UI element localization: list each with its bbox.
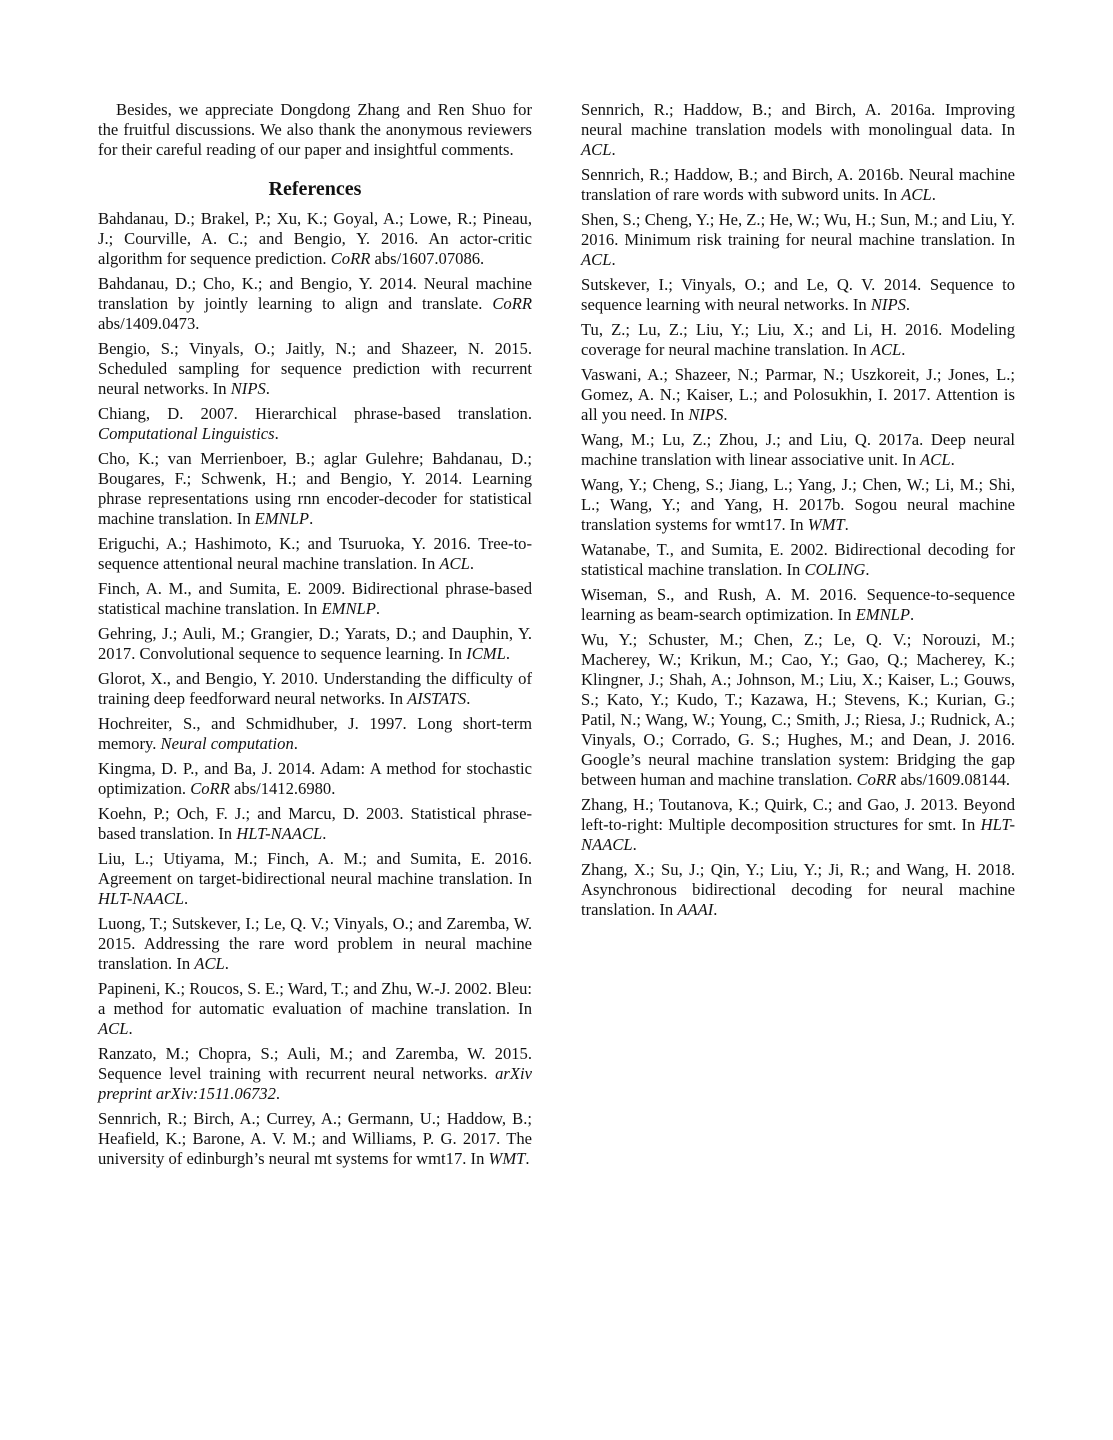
reference-entry xyxy=(98,669,532,709)
reference-venue: ICML xyxy=(466,644,506,663)
reference-entry xyxy=(98,849,532,909)
reference-text: . xyxy=(184,889,189,908)
reference-venue: ACL xyxy=(439,554,470,573)
reference-venue: CoRR xyxy=(190,779,230,798)
reference-text: abs/1409.0473. xyxy=(98,314,200,333)
reference-entry xyxy=(98,274,532,334)
reference-text: abs/1412.6980. xyxy=(229,779,336,798)
reference-venue: ACL xyxy=(901,185,932,204)
reference-text: abs/1607.07086. xyxy=(370,249,485,268)
reference-text: . xyxy=(275,1084,281,1103)
reference-text: Tu, Z.; Lu, Z.; Liu, Y.; Liu, X.; and Li, H. 2016. Modeling coverage for neural machine translation. In xyxy=(581,320,1015,359)
reference-entry xyxy=(98,1109,532,1169)
reference-entry xyxy=(98,804,532,844)
reference-text: . xyxy=(865,560,870,579)
reference-venue: NIPS xyxy=(230,379,266,398)
reference-text: Sennrich, R.; Birch, A.; Currey, A.; Germann, U.; Haddow, B.; Heafield, K.; Barone, A. V. M.; and Williams, P. G. 2017. The university of edinburgh’s neural mt systems for wmt17. In xyxy=(98,1109,532,1168)
reference-venue: HLT-NAACL xyxy=(98,889,185,908)
reference-venue: COLING xyxy=(804,560,866,579)
reference-venue: ACL xyxy=(98,1019,129,1038)
reference-venue: CoRR xyxy=(330,249,371,268)
reference-entry xyxy=(581,585,1015,625)
reference-venue: HLT-NAACL xyxy=(581,815,1015,854)
reference-text: Zhang, X.; Su, J.; Qin, Y.; Liu, Y.; Ji, R.; and Wang, H. 2018. Asynchronous bidirectional decoding for neural machine translation. In xyxy=(581,860,1015,919)
reference-text: Gehring, J.; Auli, M.; Grangier, D.; Yarats, D.; and Dauphin, Y. 2017. Convolutional sequence to sequence learning. In xyxy=(98,624,532,663)
reference-text: Wu, Y.; Schuster, M.; Chen, Z.; Le, Q. V.; Norouzi, M.; Macherey, W.; Krikun, M.; Cao, Y.; Gao, Q.; Macherey, K.; Klingner, J.; Shah, A.; Johnson, M.; Liu, X.; Kaiser, L.; Gouws, S.; Kato, Y.; Kudo, T.; Kazawa, H.; Stevens, K.; Kurian, G.; Patil, N.; Wang, W.; Young, C.; Smith, J.; Riesa, J.; Rudnick, A.; Vinyals, O.; Corrado, G. S.; Hughes, M.; and Dean, J. 2016. Google’s neural machine translation system: Bridging the gap between human and machine translation. xyxy=(581,630,1015,789)
reference-text: . xyxy=(931,185,936,204)
reference-venue: Computational Linguistics xyxy=(98,424,275,443)
reference-text: . xyxy=(723,405,728,424)
reference-text: Sennrich, R.; Haddow, B.; and Birch, A. 2016b. Neural machine translation of rare words with subword units. In xyxy=(581,165,1015,204)
reference-venue: ACL xyxy=(194,954,225,973)
reference-entry xyxy=(98,979,532,1039)
reference-entry xyxy=(581,275,1015,315)
reference-text: Liu, L.; Utiyama, M.; Finch, A. M.; and Sumita, E. 2016. Agreement on target-bidirectional neural machine translation. In xyxy=(98,849,532,888)
reference-venue: ACL xyxy=(581,250,612,269)
reference-text: Koehn, P.; Och, F. J.; and Marcu, D. 2003. Statistical phrase-based translation. In xyxy=(98,804,532,843)
reference-text: Bahdanau, D.; Brakel, P.; Xu, K.; Goyal, A.; Lowe, R.; Pineau, J.; Courville, A. C.; and Bengio, Y. 2016. An actor-critic algorithm for sequence prediction. xyxy=(98,209,532,268)
reference-text: . xyxy=(713,900,718,919)
reference-entry xyxy=(98,579,532,619)
reference-entry xyxy=(98,1044,532,1104)
reference-venue: EMNLP xyxy=(254,509,310,528)
reference-entry xyxy=(98,339,532,399)
reference-text: Kingma, D. P., and Ba, J. 2014. Adam: A method for stochastic optimization. xyxy=(98,759,532,798)
reference-text: . xyxy=(505,644,511,663)
reference-entry xyxy=(581,210,1015,270)
reference-entry xyxy=(98,624,532,664)
reference-text: Vaswani, A.; Shazeer, N.; Parmar, N.; Uszkoreit, J.; Jones, L.; Gomez, A. N.; Kaiser, L.; and Polosukhin, I. 2017. Attention is all you need. In xyxy=(581,365,1015,424)
reference-venue: NIPS xyxy=(688,405,724,424)
reference-text: Cho, K.; van Merrienboer, B.; aglar Gulehre; Bahdanau, D.; Bougares, F.; Schwenk, H.; and Bengio, Y. 2014. Learning phrase representations using rnn encoder-decoder for statistical machine translation. In xyxy=(98,449,532,528)
reference-text: . xyxy=(950,450,955,469)
reference-entry xyxy=(581,475,1015,535)
reference-entry xyxy=(98,759,532,799)
references-heading: References xyxy=(268,178,362,200)
reference-text: . xyxy=(224,954,229,973)
reference-entry xyxy=(581,365,1015,425)
reference-text: Wiseman, S., and Rush, A. M. 2016. Sequence-to-sequence learning as beam-search optimization. In xyxy=(581,585,1015,624)
reference-text: . xyxy=(322,824,327,843)
reference-entry xyxy=(581,630,1015,790)
reference-text: Eriguchi, A.; Hashimoto, K.; and Tsuruoka, Y. 2016. Tree-to-sequence attentional neural machine translation. In xyxy=(98,534,532,573)
reference-text: Watanabe, T., and Sumita, E. 2002. Bidirectional decoding for statistical machine translation. In xyxy=(581,540,1015,579)
reference-entry xyxy=(98,449,532,529)
reference-venue: ACL xyxy=(581,140,612,159)
reference-text: . xyxy=(466,689,471,708)
reference-text: . xyxy=(611,250,616,269)
reference-text: . xyxy=(525,1149,530,1168)
reference-venue: AAAI xyxy=(677,900,714,919)
reference-text: Zhang, H.; Toutanova, K.; Quirk, C.; and Gao, J. 2013. Beyond left-to-right: Multiple decomposition structures for smt. In xyxy=(581,795,1015,834)
acknowledgment-paragraph: Besides, we appreciate Dongdong Zhang and Ren Shuo for the fruitful discussions. We also thank the anonymous reviewers for their careful reading of our paper and insightful comments. xyxy=(98,100,532,159)
reference-text: . xyxy=(910,605,915,624)
reference-text: Glorot, X., and Bengio, Y. 2010. Understanding the difficulty of training deep feedforward neural networks. In xyxy=(98,669,532,708)
reference-text: Wang, M.; Lu, Z.; Zhou, J.; and Liu, Q. 2017a. Deep neural machine translation with linear associative unit. In xyxy=(581,430,1015,469)
reference-venue: ACL xyxy=(870,340,902,359)
reference-venue: Neural computation xyxy=(160,734,294,753)
reference-entry xyxy=(581,100,1015,160)
reference-venue: EMNLP xyxy=(321,599,376,618)
reference-text: . xyxy=(844,515,849,534)
reference-list-right xyxy=(581,100,1015,920)
reference-venue: HLT-NAACL xyxy=(236,824,323,843)
reference-venue: arXiv preprint arXiv:1511.06732 xyxy=(98,1064,532,1103)
reference-entry xyxy=(581,540,1015,580)
reference-venue: EMNLP xyxy=(855,605,911,624)
left-column xyxy=(98,100,532,1174)
reference-entry xyxy=(581,430,1015,470)
reference-entry xyxy=(581,320,1015,360)
reference-text: . xyxy=(905,295,911,314)
reference-text: . xyxy=(469,554,475,573)
reference-text: Shen, S.; Cheng, Y.; He, Z.; He, W.; Wu, H.; Sun, M.; and Liu, Y. 2016. Minimum risk training for neural machine translation. In xyxy=(581,210,1015,249)
reference-text: Sennrich, R.; Haddow, B.; and Birch, A. 2016a. Improving neural machine translation models with monolingual data. In xyxy=(581,100,1015,139)
reference-venue: WMT xyxy=(488,1149,526,1168)
reference-venue: AISTATS xyxy=(407,689,467,708)
reference-entry xyxy=(581,165,1015,205)
reference-text: . xyxy=(293,734,298,753)
reference-text: Bengio, S.; Vinyals, O.; Jaitly, N.; and Shazeer, N. 2015. Scheduled sampling for sequence prediction with recurrent neural networks. In xyxy=(98,339,532,398)
reference-entry xyxy=(98,209,532,269)
reference-text: . xyxy=(265,379,270,398)
reference-entry xyxy=(581,795,1015,855)
reference-venue: ACL xyxy=(920,450,951,469)
reference-text: . xyxy=(274,424,279,443)
reference-entry xyxy=(581,860,1015,920)
reference-text: . xyxy=(611,140,616,159)
reference-text: . xyxy=(901,340,906,359)
reference-text: Finch, A. M., and Sumita, E. 2009. Bidirectional phrase-based statistical machine translation. In xyxy=(98,579,532,618)
reference-text: . xyxy=(128,1019,133,1038)
reference-text: . xyxy=(309,509,314,528)
right-column xyxy=(581,100,1015,925)
reference-venue: CoRR xyxy=(856,770,897,789)
reference-text: abs/1609.08144. xyxy=(896,770,1011,789)
reference-text: . xyxy=(375,599,381,618)
reference-text: . xyxy=(632,835,637,854)
reference-entry xyxy=(98,714,532,754)
reference-text: Bahdanau, D.; Cho, K.; and Bengio, Y. 2014. Neural machine translation by jointly learning to align and translate. xyxy=(98,274,532,313)
reference-text: Sutskever, I.; Vinyals, O.; and Le, Q. V. 2014. Sequence to sequence learning with neural networks. In xyxy=(581,275,1015,314)
reference-list-left xyxy=(98,209,532,1169)
reference-text: Hochreiter, S., and Schmidhuber, J. 1997. Long short-term memory. xyxy=(98,714,532,753)
reference-entry xyxy=(98,534,532,574)
reference-text: Chiang, D. 2007. Hierarchical phrase-based translation. xyxy=(98,404,532,423)
reference-entry xyxy=(98,404,532,444)
reference-text: Papineni, K.; Roucos, S. E.; Ward, T.; and Zhu, W.-J. 2002. Bleu: a method for automatic evaluation of machine translation. In xyxy=(98,979,532,1018)
reference-text: Luong, T.; Sutskever, I.; Le, Q. V.; Vinyals, O.; and Zaremba, W. 2015. Addressing the rare word problem in neural machine translation. In xyxy=(98,914,532,973)
reference-entry xyxy=(98,914,532,974)
reference-venue: NIPS xyxy=(870,295,906,314)
reference-text: Wang, Y.; Cheng, S.; Jiang, L.; Yang, J.; Chen, W.; Li, M.; Shi, L.; Wang, Y.; and Yang, H. 2017b. Sogou neural machine translation systems for wmt17. In xyxy=(581,475,1015,534)
reference-text: Ranzato, M.; Chopra, S.; Auli, M.; and Zaremba, W. 2015. Sequence level training with recurrent neural networks. xyxy=(98,1044,532,1083)
reference-venue: CoRR xyxy=(492,294,532,313)
reference-venue: WMT xyxy=(807,515,845,534)
